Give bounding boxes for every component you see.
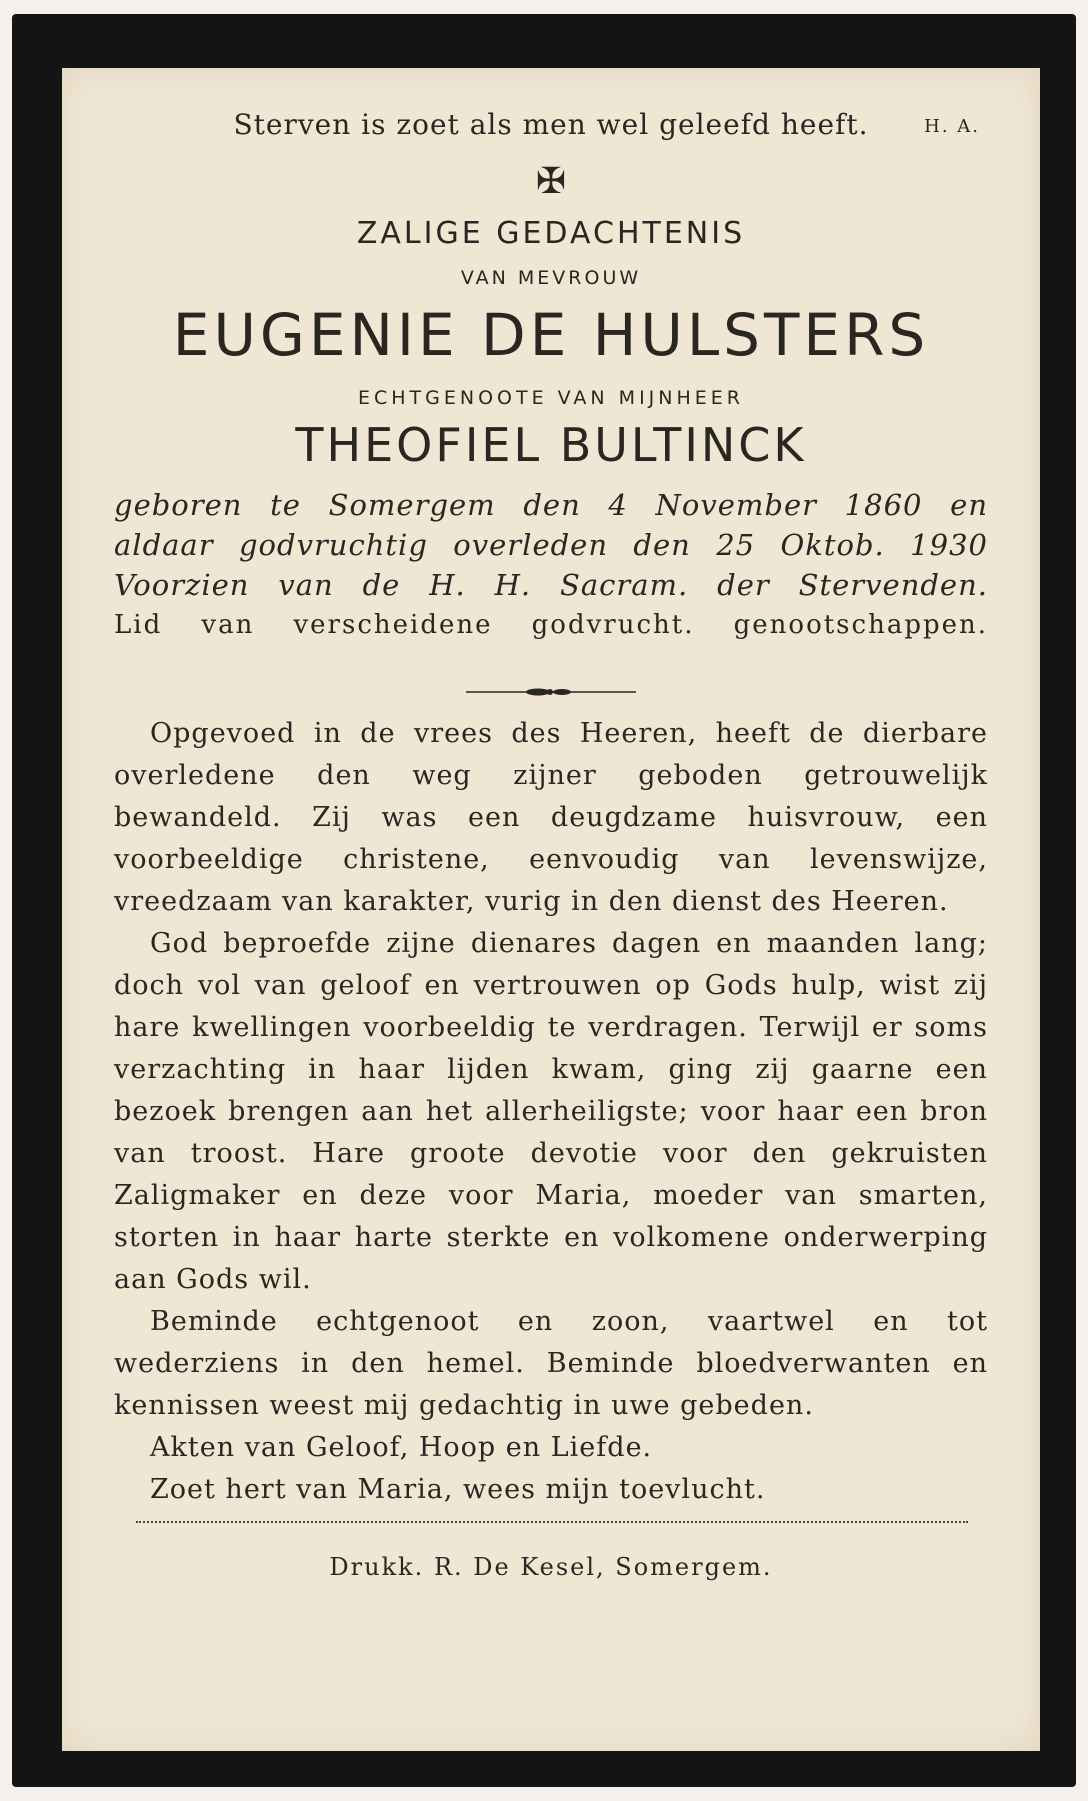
invocation-line: Akten van Geloof, Hoop en Liefde.: [150, 1432, 653, 1463]
life-line-sacraments: Voorzien van de H. H. Sacram. der Stervenden.: [114, 568, 988, 602]
life-line-birth: geboren te Somergem den 4 November 1860 en: [114, 488, 988, 522]
motto-text: Sterven is zoet als men wel geleefd heeft.: [233, 108, 869, 141]
membership-line: Lid van verscheidene godvrucht. genootschappen.: [114, 610, 988, 640]
eulogy-paragraph: Opgevoed in de vrees des Heeren, heeft de dierbare overledene den weg zijner geboden getrouwelijk bewandeld. Zij was een deugdzame huisvrouw, een voorbeeldige christene, eenvoudig van levenswijze, vreedzaam van karakter, vurig in den dienst des Heeren.: [114, 718, 988, 917]
spouse-name: THEOFIEL BULTINCK: [295, 418, 807, 472]
footer-divider: [136, 1521, 968, 1523]
eulogy-paragraph: God beproefde zijne dienares dagen en maanden lang; doch vol van geloof en vertrouwen op Gods hulp, wist zij hare kwellingen voorbeeldig te verdragen. Terwijl er soms verzachting in haar lijden kwam, ging zij gaarne een bezoek brengen aan het allerheiligste; voor haar een bron van troost. Hare groote devotie voor den gekruisten Zaligmaker en deze voor Maria, moeder van smarten, storten in haar harte sterkte en volkomene onderwerping aan Gods wil.: [114, 928, 988, 1295]
ornament-divider: [466, 683, 636, 695]
motto-signature: H. A.: [924, 116, 980, 137]
relation-line: ECHTGENOOTE VAN MIJNHEER: [357, 387, 744, 409]
motto-line: [114, 108, 988, 152]
cross-icon: ✠: [535, 161, 567, 202]
card-subheading: VAN MEVROUW: [460, 267, 642, 289]
life-line-death: aldaar godvruchtig overleden den 25 Oktob. 1930: [114, 528, 988, 562]
mourning-card-border: [12, 14, 1076, 1787]
card-content: [114, 108, 988, 1581]
deceased-name: EUGENIE DE HULSTERS: [172, 301, 930, 369]
card-heading: ZALIGE GEDACHTENIS: [356, 216, 746, 251]
eulogy-body: [114, 713, 988, 1427]
eulogy-paragraph: Beminde echtgenoot en zoon, vaartwel en tot wederziens in den hemel. Beminde bloedverwanten en kennissen weest mij gedachtig in uwe gebeden.: [114, 1306, 988, 1421]
ornament-divider-icon: [466, 686, 636, 698]
printer-imprint: Drukk. R. De Kesel, Somergem.: [329, 1553, 773, 1581]
invocation-line: Zoet hert van Maria, wees mijn toevlucht.: [150, 1474, 766, 1505]
mourning-card: [62, 68, 1040, 1751]
